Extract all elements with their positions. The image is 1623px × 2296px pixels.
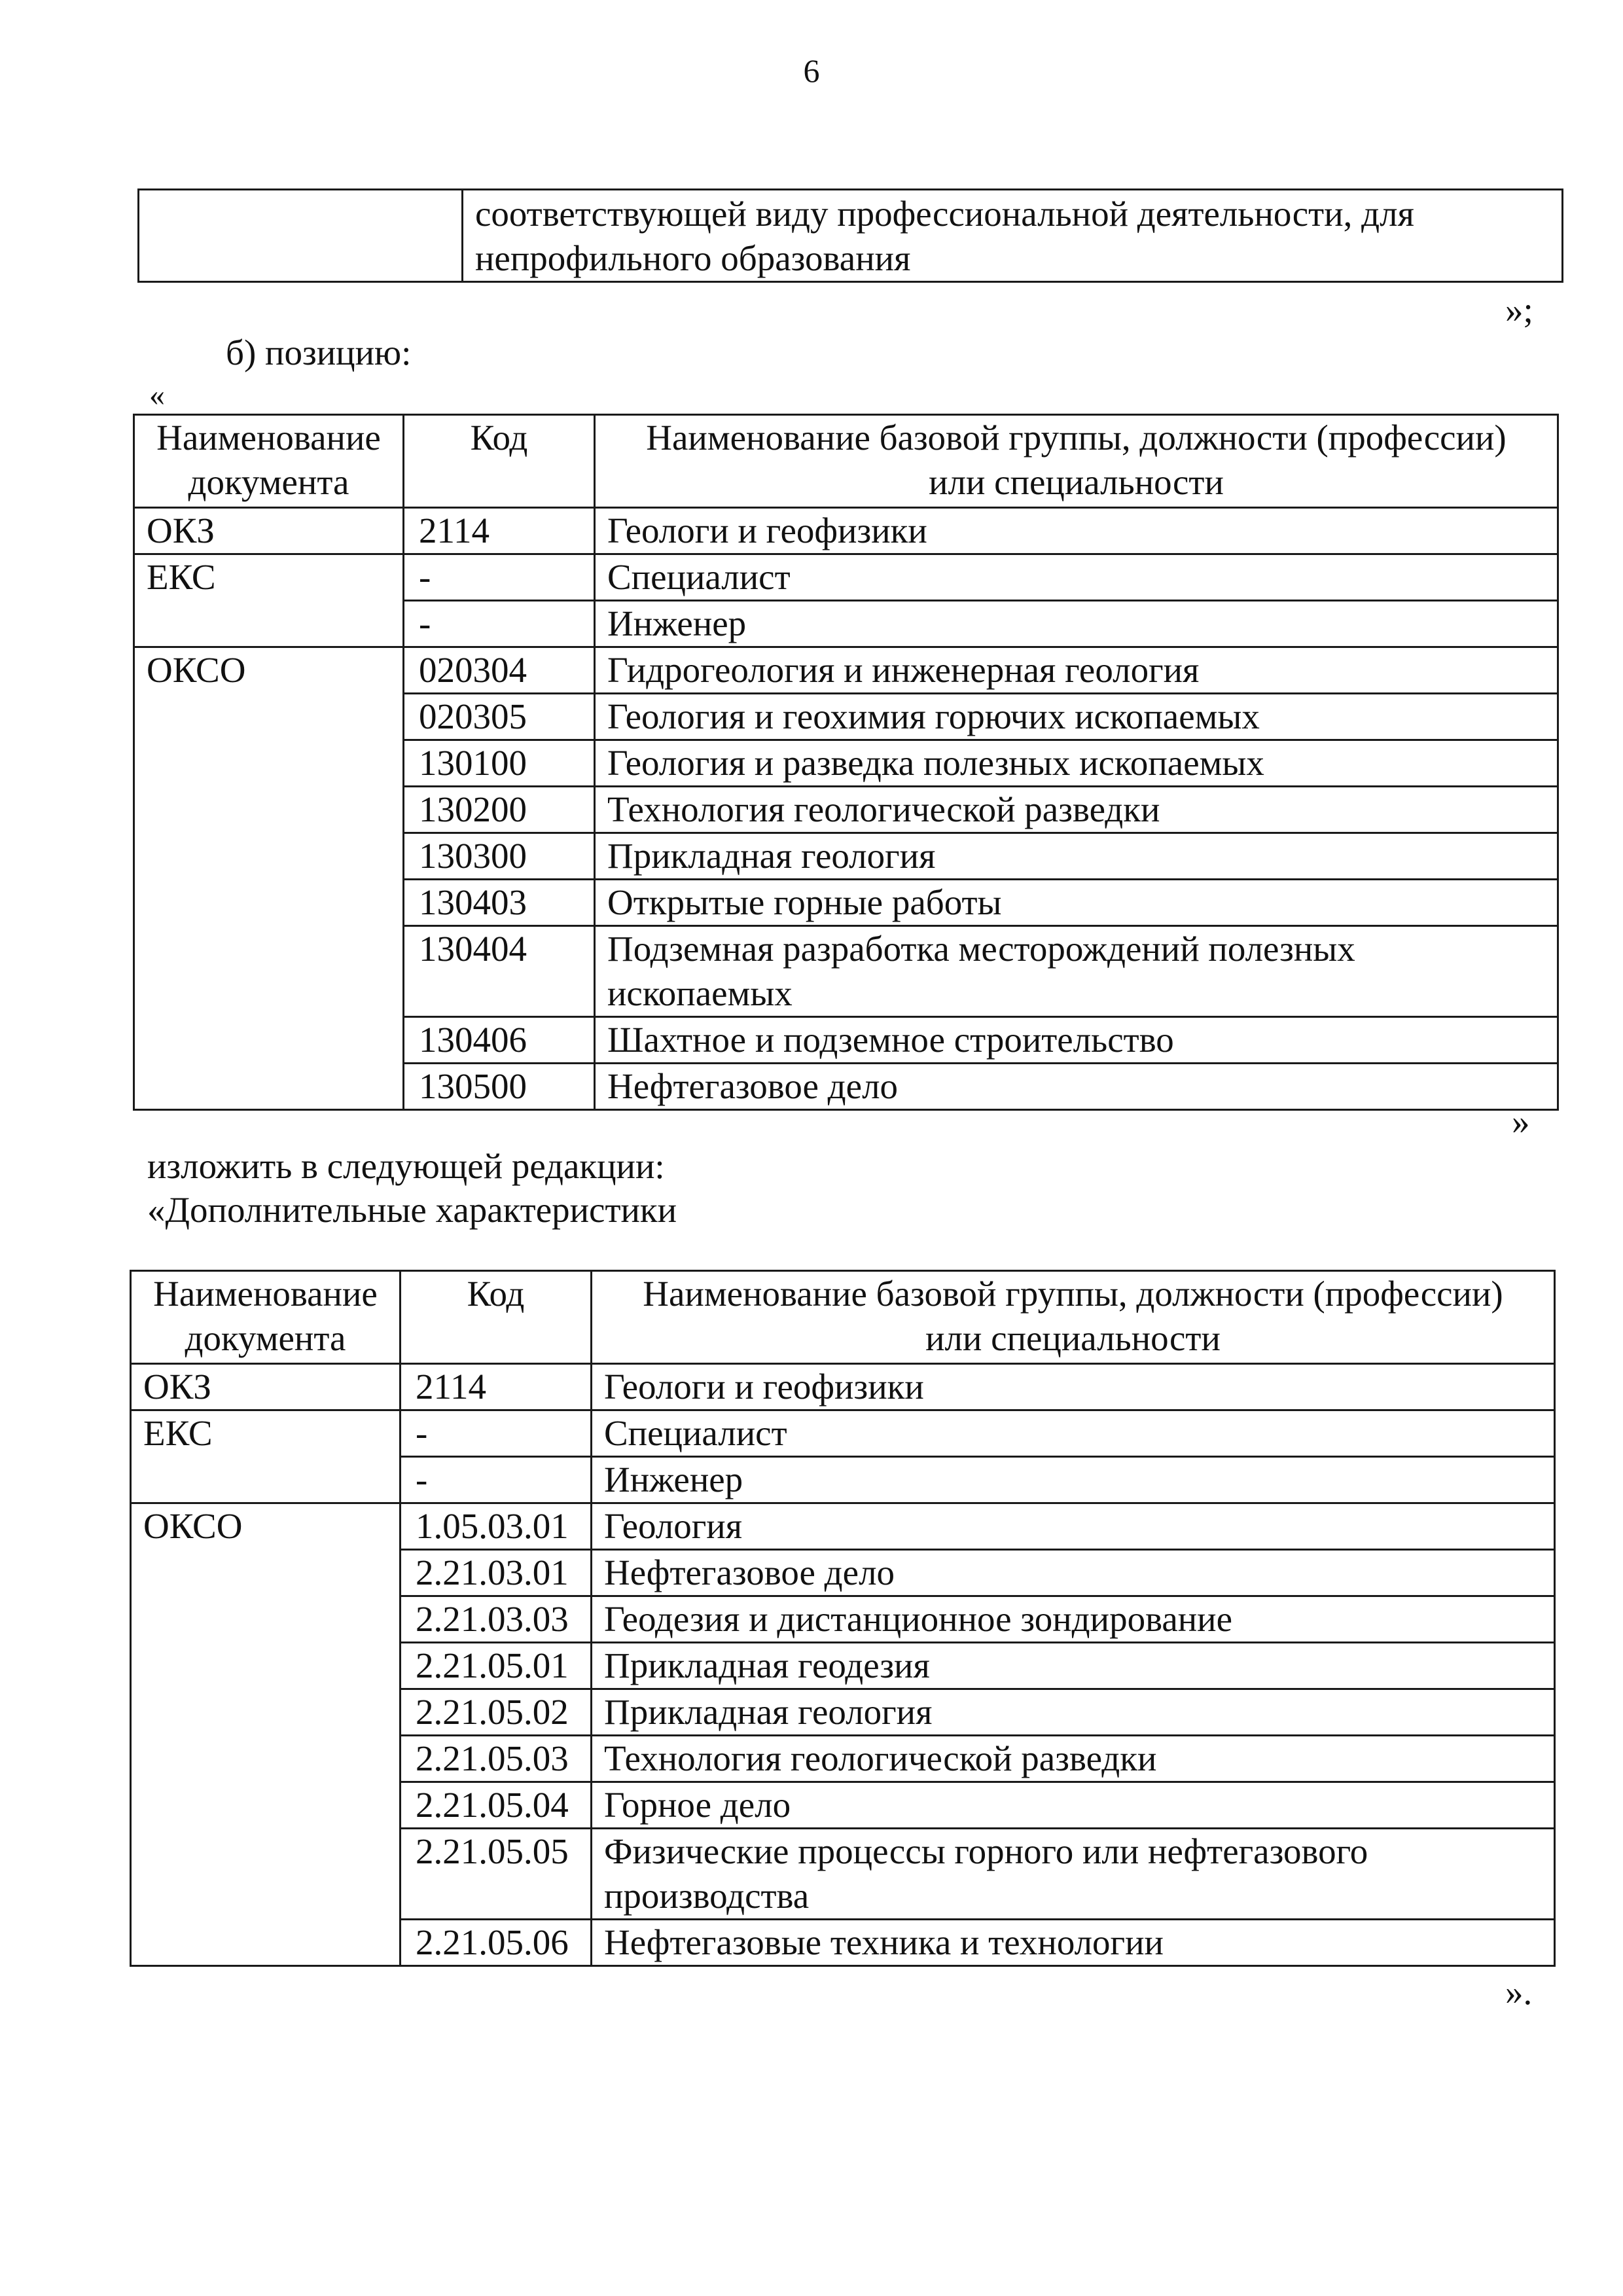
cell-code: 2.21.03.03 xyxy=(401,1596,592,1643)
cell-code: 2.21.05.01 xyxy=(401,1643,592,1689)
table-row xyxy=(131,1736,1555,1782)
table-row xyxy=(134,554,1558,601)
cell-name-line-1: Нефтегазовое дело xyxy=(607,1066,899,1106)
cell-document xyxy=(131,1550,401,1596)
close-quote-1: »; xyxy=(1505,290,1533,330)
header-name xyxy=(592,1271,1555,1364)
cell-name-line-1: Технология геологической разведки xyxy=(604,1738,1157,1778)
close-quote-3: ». xyxy=(1505,1972,1533,2012)
cell-name-line-1: Физические процессы горного или нефтегазового xyxy=(604,1831,1368,1871)
continuation-row xyxy=(139,190,1563,282)
table-row xyxy=(134,740,1558,787)
old-position-table xyxy=(133,414,1559,1111)
cell-name-line-2: производства xyxy=(604,1876,810,1916)
header-document-line-1: Наименование xyxy=(156,418,381,457)
cell-code: 1.05.03.01 xyxy=(401,1503,592,1550)
state-line: изложить в следующей редакции: xyxy=(147,1146,665,1186)
table-header-row xyxy=(134,415,1558,508)
heading-line: «Дополнительные характеристики xyxy=(147,1190,677,1230)
cell-code: 2114 xyxy=(404,508,595,554)
table-row xyxy=(134,647,1558,694)
table-row xyxy=(131,1782,1555,1829)
table-row xyxy=(134,926,1558,1017)
cell-name xyxy=(595,1064,1558,1110)
cell-name xyxy=(592,1457,1555,1503)
header-document-line-1: Наименование xyxy=(153,1274,378,1314)
cell-name xyxy=(592,1596,1555,1643)
continuation-table xyxy=(137,188,1563,283)
cell-document xyxy=(134,787,404,833)
cell-document xyxy=(134,880,404,926)
cell-name-line-2: ископаемых xyxy=(607,973,793,1013)
cell-name xyxy=(592,1782,1555,1829)
table-row xyxy=(131,1364,1555,1410)
cell-name-line-1: Открытые горные работы xyxy=(607,882,1002,922)
cell-document xyxy=(134,740,404,787)
cell-name xyxy=(595,740,1558,787)
cell-name xyxy=(592,1736,1555,1782)
cell-code: 130300 xyxy=(404,833,595,880)
old-table-body xyxy=(134,508,1558,1110)
table-row xyxy=(131,1503,1555,1550)
cell-name-line-1: Прикладная геология xyxy=(604,1692,933,1732)
cell-code: 2114 xyxy=(401,1364,592,1410)
cell-name-line-1: Нефтегазовые техника и технологии xyxy=(604,1922,1164,1962)
table-row xyxy=(131,1689,1555,1736)
header-document xyxy=(131,1271,401,1364)
table-row xyxy=(134,833,1558,880)
cell-name-line-1: Прикладная геодезия xyxy=(604,1645,930,1685)
cell-name xyxy=(595,554,1558,601)
cell-document xyxy=(131,1920,401,1966)
cell-name xyxy=(592,1920,1555,1966)
cell-code: 2.21.05.02 xyxy=(401,1689,592,1736)
cell-document xyxy=(134,1017,404,1064)
item-b-label: б) позицию: xyxy=(226,332,412,372)
cell-document: ОКСО xyxy=(134,647,404,694)
cell-document: ОКЗ xyxy=(134,508,404,554)
cell-name-line-1: Гидрогеология и инженерная геология xyxy=(607,650,1200,690)
cell-code: 130404 xyxy=(404,926,595,1017)
cell-name xyxy=(595,694,1558,740)
cell-name-line-1: Специалист xyxy=(607,557,791,597)
new-table-body xyxy=(131,1364,1555,1966)
continuation-empty-cell xyxy=(139,190,463,282)
table-row xyxy=(131,1410,1555,1457)
cell-code: 2.21.05.05 xyxy=(401,1829,592,1920)
continuation-line-2: непрофильного образования xyxy=(475,238,911,278)
cell-name-line-1: Геология и разведка полезных ископаемых xyxy=(607,743,1264,783)
cell-name xyxy=(595,508,1558,554)
cell-name xyxy=(595,880,1558,926)
table-row xyxy=(131,1457,1555,1503)
header-name xyxy=(595,415,1558,508)
cell-code: 2.21.05.04 xyxy=(401,1782,592,1829)
cell-name-line-1: Геодезия и дистанционное зондирование xyxy=(604,1599,1233,1639)
cell-code: - xyxy=(404,601,595,647)
cell-code: 130403 xyxy=(404,880,595,926)
cell-name xyxy=(592,1503,1555,1550)
header-name-line-1: Наименование базовой группы, должности (профессии) xyxy=(643,1274,1503,1314)
cell-code: 130100 xyxy=(404,740,595,787)
cell-name xyxy=(595,647,1558,694)
cell-document xyxy=(134,601,404,647)
cell-code: - xyxy=(401,1410,592,1457)
page-number: 6 xyxy=(803,52,820,89)
cell-document: ЕКС xyxy=(131,1410,401,1457)
cell-name xyxy=(592,1364,1555,1410)
cell-name xyxy=(592,1643,1555,1689)
cell-name-line-1: Специалист xyxy=(604,1413,787,1453)
table-row xyxy=(134,1017,1558,1064)
cell-name xyxy=(592,1689,1555,1736)
header-code: Код xyxy=(404,415,595,508)
cell-document xyxy=(131,1782,401,1829)
cell-code: 2.21.03.01 xyxy=(401,1550,592,1596)
cell-name xyxy=(595,833,1558,880)
header-document-line-2: документа xyxy=(185,1318,346,1358)
cell-document xyxy=(134,1064,404,1110)
cell-code: 020305 xyxy=(404,694,595,740)
cell-code: 2.21.05.06 xyxy=(401,1920,592,1966)
cell-name xyxy=(592,1829,1555,1920)
header-code: Код xyxy=(401,1271,592,1364)
cell-document xyxy=(131,1736,401,1782)
cell-name xyxy=(592,1550,1555,1596)
new-position-table xyxy=(130,1270,1556,1967)
cell-code: 2.21.05.03 xyxy=(401,1736,592,1782)
table-row xyxy=(134,1064,1558,1110)
cell-name-line-1: Горное дело xyxy=(604,1785,791,1825)
cell-document: ОКЗ xyxy=(131,1364,401,1410)
cell-name-line-1: Геологи и геофизики xyxy=(604,1367,924,1407)
cell-name xyxy=(595,1017,1558,1064)
cell-document: ЕКС xyxy=(134,554,404,601)
cell-name-line-1: Геология xyxy=(604,1506,743,1546)
table-row xyxy=(131,1550,1555,1596)
cell-document xyxy=(134,694,404,740)
table-row xyxy=(134,508,1558,554)
cell-code: 020304 xyxy=(404,647,595,694)
cell-name xyxy=(595,926,1558,1017)
cell-name-line-1: Геология и геохимия горючих ископаемых xyxy=(607,696,1260,736)
continuation-line-1: соответствующей виду профессиональной деятельности, для xyxy=(475,194,1414,234)
header-name-line-1: Наименование базовой группы, должности (профессии) xyxy=(646,418,1507,457)
cell-document xyxy=(131,1643,401,1689)
cell-name xyxy=(595,601,1558,647)
header-name-line-2: или специальности xyxy=(925,1318,1221,1358)
cell-code: - xyxy=(401,1457,592,1503)
table-row xyxy=(134,694,1558,740)
open-quote: « xyxy=(149,378,165,412)
cell-code: 130500 xyxy=(404,1064,595,1110)
cell-document xyxy=(131,1457,401,1503)
header-name-line-2: или специальности xyxy=(929,462,1224,502)
cell-name-line-1: Технология геологической разведки xyxy=(607,789,1160,829)
cell-name-line-1: Инженер xyxy=(604,1460,743,1499)
header-document xyxy=(134,415,404,508)
table-row xyxy=(131,1920,1555,1966)
cell-name-line-1: Геологи и геофизики xyxy=(607,511,927,550)
table-row xyxy=(131,1643,1555,1689)
cell-document xyxy=(134,926,404,1017)
table-row xyxy=(131,1596,1555,1643)
cell-name xyxy=(592,1410,1555,1457)
cell-document xyxy=(134,833,404,880)
cell-name-line-1: Шахтное и подземное строительство xyxy=(607,1020,1174,1060)
cell-document xyxy=(131,1596,401,1643)
cell-code: 130200 xyxy=(404,787,595,833)
cell-name-line-1: Нефтегазовое дело xyxy=(604,1552,895,1592)
table-header-row xyxy=(131,1271,1555,1364)
cell-code: - xyxy=(404,554,595,601)
cell-code: 130406 xyxy=(404,1017,595,1064)
cell-name-line-1: Подземная разработка месторождений полезных xyxy=(607,929,1355,969)
continuation-cell xyxy=(463,190,1563,282)
cell-name-line-1: Прикладная геология xyxy=(607,836,936,876)
cell-document: ОКСО xyxy=(131,1503,401,1550)
table-row xyxy=(134,787,1558,833)
table-row xyxy=(134,880,1558,926)
table-row xyxy=(131,1829,1555,1920)
table-row xyxy=(134,601,1558,647)
header-document-line-2: документа xyxy=(188,462,349,502)
cell-document xyxy=(131,1689,401,1736)
cell-name-line-1: Инженер xyxy=(607,603,747,643)
close-quote-2: » xyxy=(1512,1102,1530,1141)
cell-document xyxy=(131,1829,401,1920)
cell-name xyxy=(595,787,1558,833)
